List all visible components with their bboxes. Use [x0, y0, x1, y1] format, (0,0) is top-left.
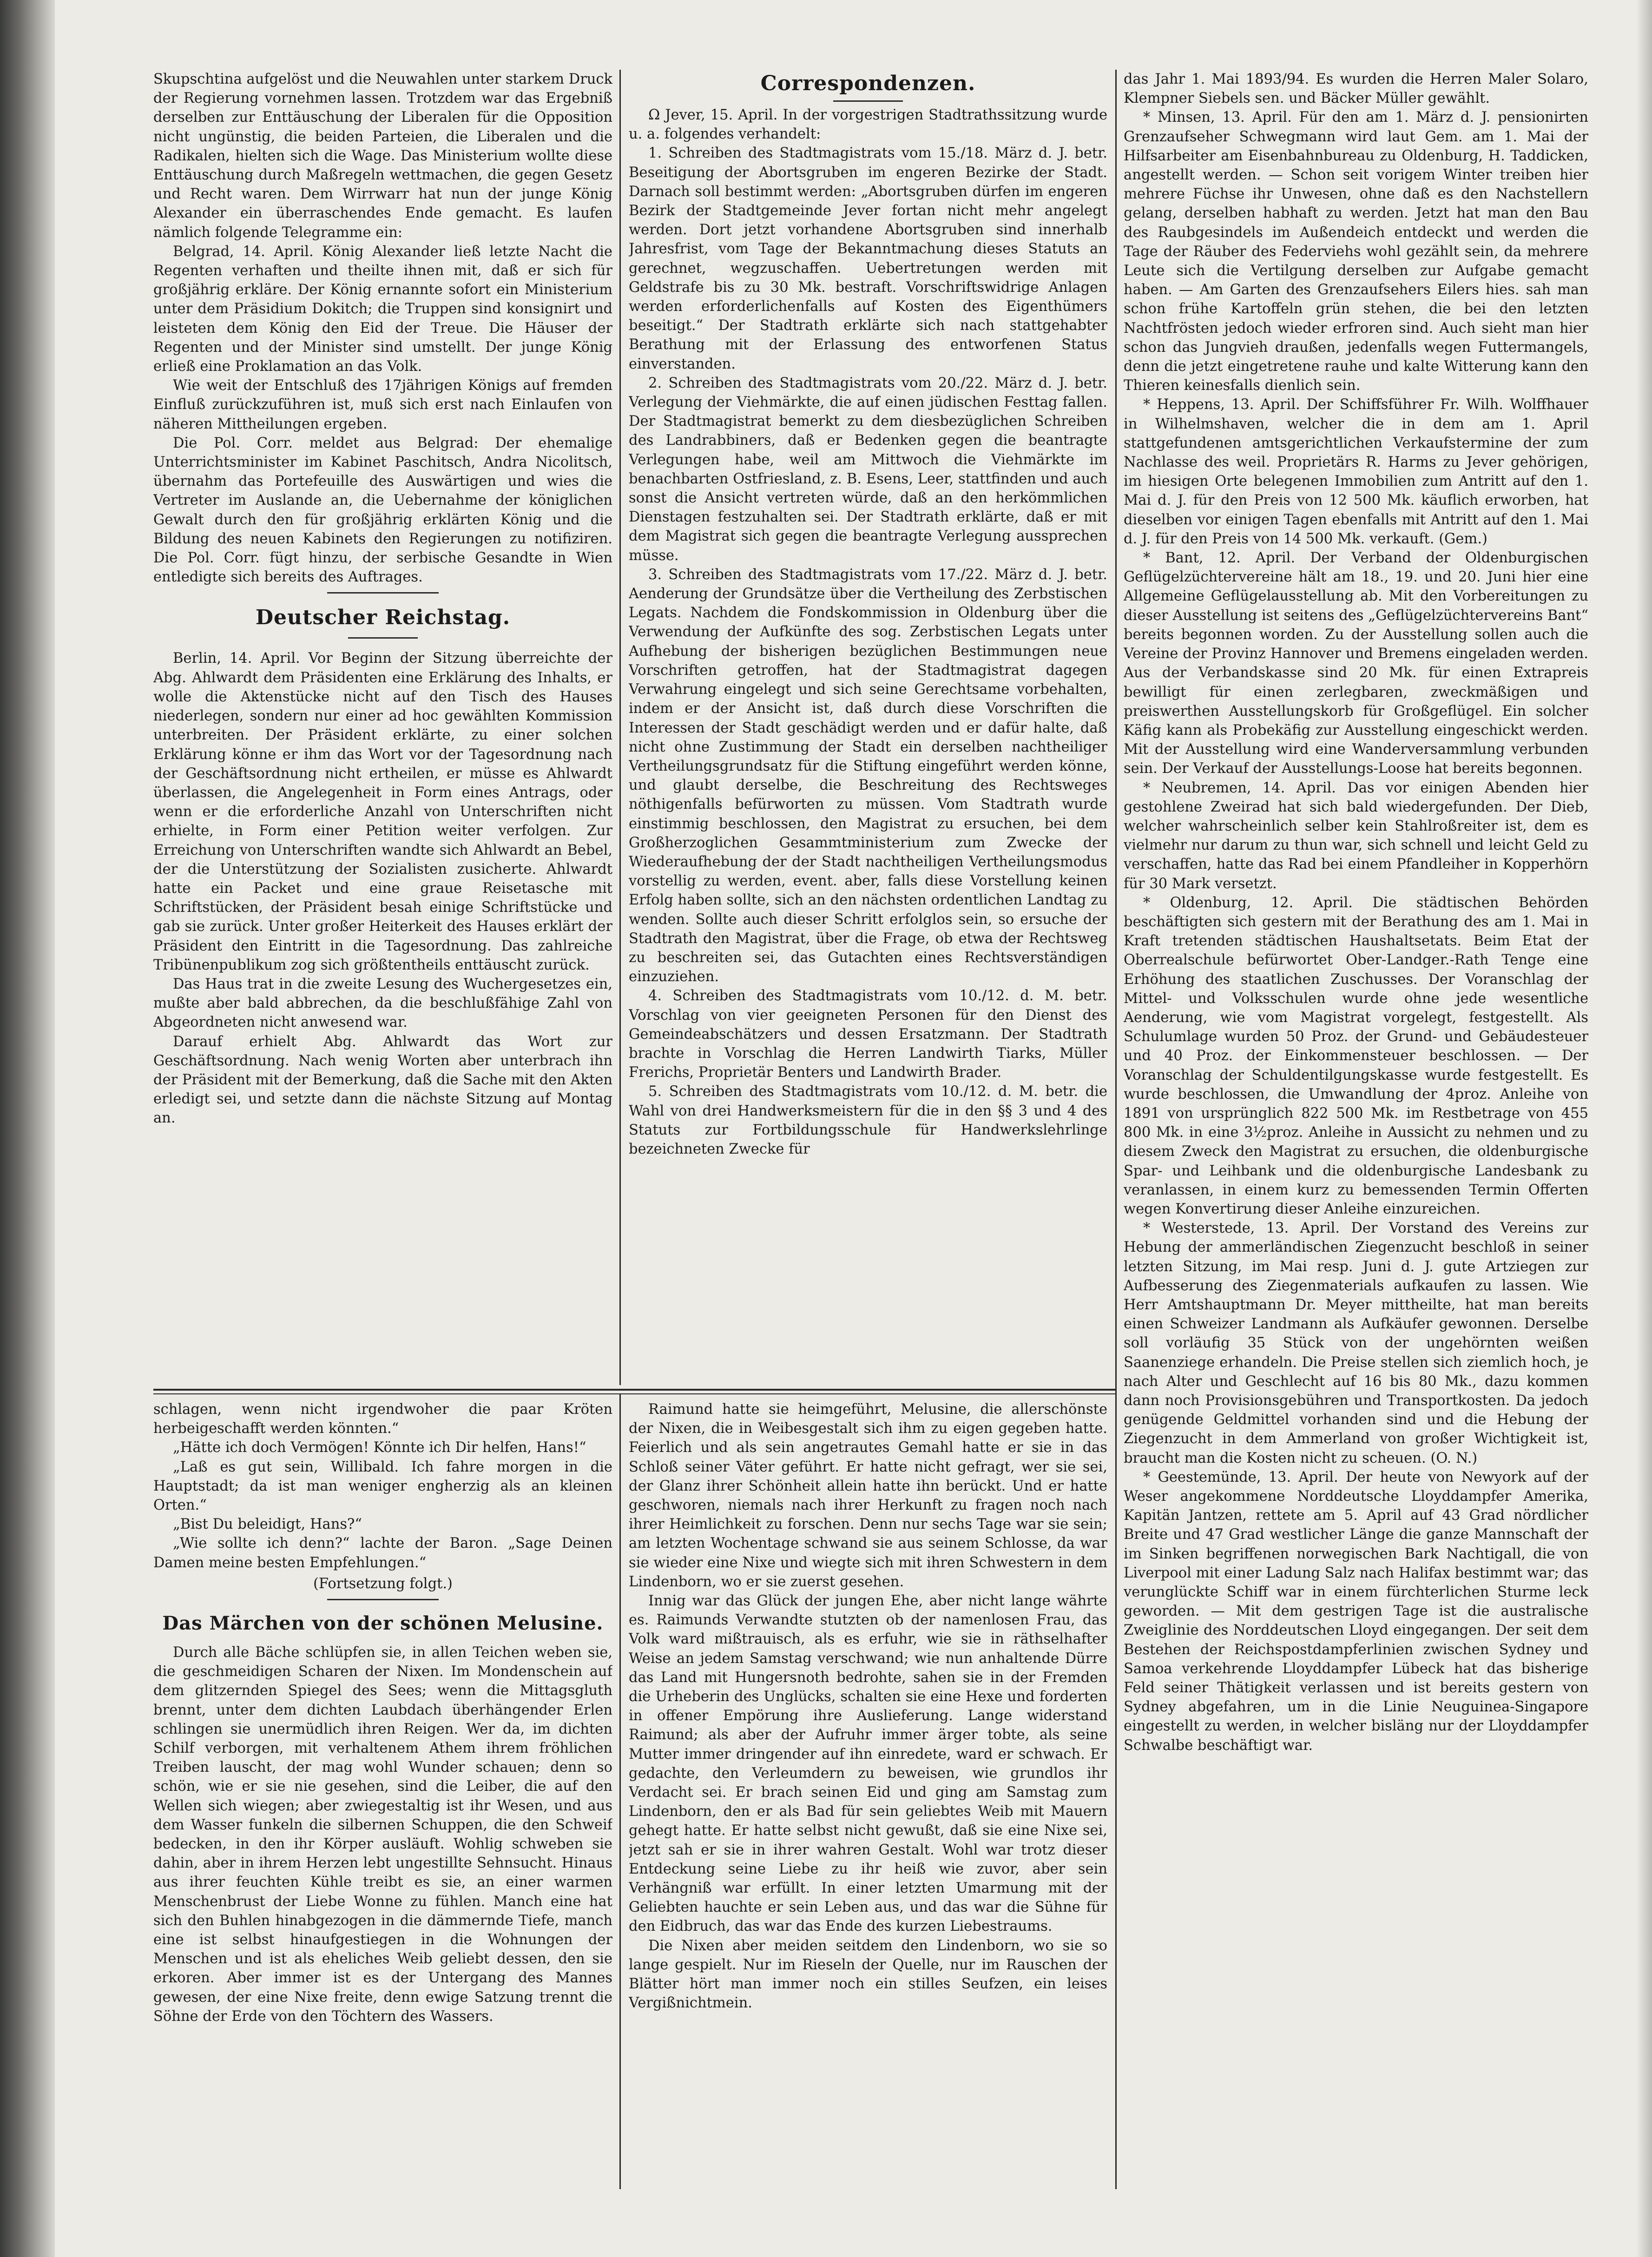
feuilleton-column-rule — [619, 1394, 621, 2189]
report-item: 3. Schreiben des Stadtmagistrats vom 17./22. März d. J. betr. Aenderung der Grundsätze über die Vertheilung des Zerbstischen Legats. Nachdem die Fondskommission in Oldenburg über die Verwendung der Aufkünfte des sog. Zerbstischen Legats unter Aufhebung der bisherigen bezüglichen Bestimmungen neue Vorschriften getroffen, hat der Stadtmagistrat dagegen Verwahrung eingelegt und sich seine Gerechtsame vorbehalten, indem er der Ansicht ist, daß durch diese Vorschriften die Interessen der Stadt geschädigt werden und er dafür halte, daß nicht ohne Zustimmung der Stadt ein derselben nachtheiliger Vertheilungsgrundsatz für die Stiftung eingeführt werden könne, und glaubt derselbe, die Beschreitung des Rechtsweges nöthigenfalls befürworten zu müssen. Vom Stadtrath wurde einstimmig beschlossen, den Magistrat zu ersuchen, bei dem Großherzoglichen Gesammtministerium zum Zwecke der Wiederaufhebung der der Stadt nachtheiligen Vertheilungsmodus vorstellig zu werden, event. aber, falls diese Vorstellung keinen Erfolg haben sollte, sich an den nächsten ordentlichen Landtag zu wenden. Sollte auch dieser Schritt erfolglos sein, so ersuche der Stadtrath den Magistrat, über die Frage, ob etwa der Rechtsweg zu beschreiten sei, das Gutachten eines Rechtsverständigen einzuziehen. — [629, 566, 1107, 985]
report-item: 5. Schreiben des Stadtmagistrats vom 10./12. d. M. betr. die Wahl von drei Handwerksmeistern für die in den §§ 3 und 4 des Statuts zur Fortbildungsschule für Handwerkslehrlinge bezeichneten Zwecke für — [629, 1083, 1107, 1157]
book-binding-gutter — [0, 0, 55, 2257]
continued-note: (Fortsetzung folgt.) — [313, 1575, 453, 1592]
telegram-belgrad: Belgrad, 14. April. König Alexander ließ letzte Nacht die Regenten verhaften und theilte ihnen mit, daß er sich für großjährig erkläre. Der König ernannte sofort ein Ministerium unter dem Präsidium Dokitch; die Truppen sind konsignirt und leisteten dem König den Eid der Treue. Die Häuser der Regenten und der Minister sind umstellt. Der junge König erließ eine Proklamation an das Volk. — [153, 243, 612, 375]
column-correspondence — [629, 70, 1107, 1380]
serial-text: schlagen, wenn nicht irgendwoher die paar Kröten herbeigeschafft werden könnten.“ — [153, 1401, 612, 1437]
tale-text: Die Nixen aber meiden seitdem den Lindenborn, wo sie so lange gespielt. Nur im Rieseln der Quelle, nur im Rauschen der Blätter hört man immer noch ein stilles Seufzen, ein leises Vergißnichtmein. — [629, 1937, 1107, 2012]
reichstag-report: Darauf erhielt Abg. Ahlwardt das Wort zur Geschäftsordnung. Nach wenig Worten aber unterbrach ihn der Präsident mit der Bemerkung, daß die Sache mit den Akten erledigt sei, und setzte dann die nächste Sitzung auf Montag an. — [153, 1033, 612, 1127]
report-bant: * Bant, 12. April. Der Verband der Oldenburgischen Geflügelzüchtervereine hält am 18., 19. und 20. Juni hier eine Allgemeine Geflügelausstellung ab. Mit den Vorbereitungen zu dieser Ausstellung ist seitens des „Geflügelzüchtervereins Bant“ bereits begonnen worden. Zu der Ausstellung sollen auch die Vereine der Provinz Hannover und Bremens eingeladen werden. Aus der Verbandskasse sind 20 Mk. für einen Extrapreis bewilligt für einen zerlegbaren, zweckmäßigen und preiswerthen Ausstellungskorb für Großgeflügel. Ein solcher Käfig kann als Probekäfig zur Ausstellung eingeschickt werden. Mit der Ausstellung wird eine Wanderversammlung verbunden sein. Der Verkauf der Ausstellungs-Loose hat bereits begonnen. — [1124, 550, 1588, 777]
column-rule-left — [619, 70, 621, 1385]
feuilleton-right — [629, 1400, 1107, 2190]
article-paragraph: Die Pol. Corr. meldet aus Belgrad: Der ehemalige Unterrichtsminister im Kabinet Paschitsch, Andra Nicolitsch, übernahm das Portefeuille des Auswärtigen und wies die Vertreter im Auslande an, die Uebernahme der königlichen Gewalt durch den für großjährig erklärten König und die Bildung des neuen Kabinets den Regierungen zu notifiziren. Die Pol. Corr. fügt hinzu, der serbische Gesandte in Wien entledigte sich bereits des Auftrages. — [153, 435, 612, 586]
serial-text: „Laß es gut sein, Willibald. Ich fahre morgen in die Hauptstadt; da ist man weniger engherzig als an kleinen Orten.“ — [153, 1458, 612, 1514]
report-oldenburg: * Oldenburg, 12. April. Die städtischen Behörden beschäftigten sich gestern mit der Berathung des am 1. Mai in Kraft tretenden städtischen Haushaltsetats. Beim Etat der Oberrealschule befürwortet Ober-Landger.-Rath Tenge eine Erhöhung des staatlichen Zuschusses. Der Voranschlag der Mittel- und Volksschulen wurde ohne jede wesentliche Aenderung, wie vom Magistrat vorgelegt, festgestellt. Als Schulumlage wurden 50 Proz. der Grund- und Gebäudesteuer und 40 Proz. der Einkommensteuer beschlossen. — Der Voranschlag der Schuldentilgungskasse wurde festgestellt. Es wurde beschlossen, die Umwandlung der 4proz. Anleihe von 1891 von ursprünglich 822 500 Mk. im Restbetrage von 455 800 Mk. in eine 3½proz. Anleihe in Aussicht zu nehmen und zu diesem Zweck den Magistrat zu ersuchen, die oldenburgische Spar- und Leihbank und die oldenburgische Landesbank zu veranlassen, in einem kurz zu bemessenden Termin Offerten wegen Konvertirung dieser Anleihe einzureichen. — [1124, 894, 1588, 1217]
section-divider — [327, 1599, 439, 1600]
reichstag-report: Das Haus trat in die zweite Lesung des Wuchergesetzes ein, mußte aber bald abbrechen, da die beschlußfähige Zahl von Abgeordneten nicht anwesend war. — [153, 976, 612, 1031]
report-jever: Ω Jever, 15. April. In der vorgestrigen Stadtrathssitzung wurde u. a. folgendes verhandelt: — [629, 107, 1107, 143]
article-paragraph: Skupschtina aufgelöst und die Neuwahlen unter starkem Druck der Regierung vornehmen lassen. Trotzdem war das Ergebniß derselben zur Enttäuschung der Liberalen für die Opposition nicht ungünstig, die beiden Parteien, die Liberalen und die Radikalen, hielten sich die Wage. Das Ministerium wollte diese Enttäuschung durch Maßregeln wettmachen, die gegen Gesetz und Recht waren. Dem Wirrwarr hat nun der junge König Alexander ein überraschendes Ende gemacht. Es laufen nämlich folgende Telegramme ein: — [153, 71, 612, 241]
report-geestemuende: * Geestemünde, 13. April. Der heute von Newyork auf der Weser angekommene Norddeutsche Lloyddampfer Amerika, Kapitän Jantzen, rettete am 5. April auf 43 Grad nördlicher Breite und 47 Grad westlicher Länge die ganze Mannschaft der im Sinken begriffenen norwegischen Bark Nachtigall, die von Liverpool mit einer Ladung Salz nach Halifax bestimmt war; das verunglückte Schiff war in einem fürchterlichen Sturme leck geworden. — Mit dem gestrigen Tage ist die australische Zweiglinie des Norddeutschen Lloyd eingegangen. Der seit dem Bestehen der Reichspostdampferlinien zwischen Sydney und Samoa verkehrende Lloyddampfer Lübeck hat das bisherige Feld seiner Thätigkeit verlassen und ist bereits gestern von Sydney abgefahren, um in die Linie Neuguinea-Singapore eingestellt zu werden, in welcher bisläng nur der Lloyddampfer Schwalbe beschäftigt war. — [1124, 1469, 1588, 1754]
serial-text: „Bist Du beleidigt, Hans?“ — [173, 1516, 362, 1533]
heading-underline — [833, 100, 903, 102]
report-westerstede: * Westerstede, 13. April. Der Vorstand des Vereins zur Hebung der ammerländischen Ziegenzucht beschloß in seiner letzten Sitzung, im Mai resp. Juni d. J. gute Artziegen zur Aufbesserung des Ziegenmaterials aufkaufen zu lassen. Wie Herr Amtshauptmann Dr. Meyer mittheilte, hat man bereits einen Schweizer Landmann als Aufkäufer gewonnen. Derselbe soll vorläufig 35 Stück von der ungehörnten weißen Saanenziege erhandeln. Die Preise stellen sich ziemlich hoch, je nach Alter und Geschlecht auf 16 bis 80 Mk., dazu kommen dann noch Provisionsgebühren und Transportkosten. Da jedoch genügende Geldmittel vorhanden sind und die Hebung der Ziegenzucht in dem Ammerland von großer Wichtigkeit ist, braucht man die Kosten nicht zu scheuen. (O. N.) — [1124, 1220, 1588, 1466]
section-heading-reichstag: Deutscher Reichstag. — [255, 606, 511, 630]
section-divider — [327, 592, 439, 594]
feuilleton-separator-thin — [153, 1393, 1115, 1394]
column-politics — [153, 70, 612, 1380]
tale-heading: Das Märchen von der schönen Melusine. — [162, 1612, 604, 1635]
column-regional-news — [1124, 70, 1588, 2189]
report-heppens: * Heppens, 13. April. Der Schiffsführer Fr. Wilh. Wolffhauer in Wilhelmshaven, welcher die in dem am 1. April stattgefundenen amtsgerichtlichen Verkaufstermine der zum Nachlasse des weil. Proprietärs R. Harms zu Jever gehörigen, im hiesigen Orte belegenen Immobilien zum Antritt auf den 1. Mai d. J. für den Preis von 12 500 Mk. käuflich erworben, hat dieselben vor einigen Tagen ebenfalls mit Antritt auf den 1. Mai d. J. für den Preis von 14 500 Mk. verkauft. (Gem.) — [1124, 396, 1588, 547]
report-minsen: * Minsen, 13. April. Für den am 1. März d. J. pensionirten Grenzaufseher Schwegmann wird laut Gem. am 1. Mai der Hilfsarbeiter am Eisenbahnbureau zu Oldenburg, H. Taddicken, angestellt werden. — Schon seit vorigem Winter treiben hier mehrere Füchse ihr Unwesen, ohne daß es den Nachstellern gelang, derselben habhaft zu werden. Jetzt hat man den Bau des Raubgesindels im Außendeich entdeckt und werden die Tage der Räuber des Federviehs wohl gezählt sein, da mehrere Leute sich die Vertilgung derselben zur Aufgabe gemacht haben. — Am Garten des Grenzaufsehers Eilers hies. sah man schon frühe Kartoffeln grün stehen, die bei den letzten Nachtfrösten jedoch wieder erfroren sind. Auch sieht man hier schon das Jungvieh draußen, jedenfalls wegen Futtermangels, denn die jetzt eingetretene rauhe und kalte Witterung kann den Thieren keinesfalls dienlich sein. — [1124, 109, 1588, 394]
report-neubremen: * Neubremen, 14. April. Das vor einigen Abenden hier gestohlene Zweirad hat sich bald wiedergefunden. Der Dieb, welcher wahrscheinlich selber kein Stahlroßreiter ist, dem es vielmehr nur darum zu thun war, sich schnell und leicht Geld zu verschaffen, hatte das Rad bei einem Pfandleiher in Kopperhörn für 30 Mark versetzt. — [1124, 779, 1588, 892]
feuilleton-separator — [153, 1389, 1115, 1391]
reichstag-report: Berlin, 14. April. Vor Beginn der Sitzung überreichte der Abg. Ahlwardt dem Präsidenten eine Erklärung des Inhalts, er wolle die Aktenstücke nicht auf den Tisch des Hauses niederlegen, sondern nur einer ad hoc gewählten Kommission unterbreiten. Der Präsident erklärte, zu einer solchen Erklärung könne er ihm das Wort vor der Tagesordnung nach der Geschäftsordnung nicht ertheilen, er müsse es Ahlwardt überlassen, die Angelegenheit in Form eines Antrags, oder wenn er die erforderliche Anzahl von Unterschriften nicht erhielte, in Form einer Petition weiter verfolgen. Zur Erreichung von Unterschriften wandte sich Ahlwardt an Bebel, der die Unterstützung der Sozialisten zusicherte. Ahlwardt hatte ein Packet und eine graue Reisetasche mit Schriftstücken, der Präsident besah einige Schriftstücke und gab sie zurück. Unter großer Heiterkeit des Hauses erklärt der Präsident den Eintritt in die Tagesordnung. Das zahlreiche Tribünenpublikum zog sich größtentheils enttäuscht zurück. — [153, 650, 612, 973]
serial-text: „Hätte ich doch Vermögen! Könnte ich Dir helfen, Hans!“ — [173, 1439, 586, 1456]
report-item: das Jahr 1. Mai 1893/94. Es wurden die Herren Maler Solaro, Klempner Siebels sen. und Bäcker Müller gewählt. — [1124, 71, 1588, 107]
column-rule-right — [1115, 70, 1117, 2189]
feuilleton-left — [153, 1400, 612, 2190]
heading-underline — [348, 637, 418, 639]
report-item: 1. Schreiben des Stadtmagistrats vom 15./18. März d. J. betr. Beseitigung der Abortsgruben im engeren Bezirke der Stadt. Darnach soll bestimmt werden: „Abortsgruben dürfen im engeren Bezirk der Stadtgemeinde Jever fortan nicht mehr angelegt werden. Dort jetzt vorhandene Abortsgruben sind innerhalb Jahresfrist, vom Tage der Bekanntmachung dieses Statuts an gerechnet, wegzuschaffen. Uebertretungen werden mit Geldstrafe bis zu 30 Mk. bestraft. Vorschriftswidrige Anlagen werden erforderlichenfalls auf Kosten des Eigenthümers beseitigt.“ Der Stadtrath erklärte sich nach stattgehabter Berathung mit der Erlassung des entworfenen Status einverstanden. — [629, 145, 1107, 372]
tale-text: Innig war das Glück der jungen Ehe, aber nicht lange währte es. Raimunds Verwandte stutzten ob der namenlosen Frau, das Volk ward mißtrauisch, als es erfuhr, wie sie in räthselhafter Weise an jedem Samstag verschwand; wie nun anhaltende Dürre das Land mit Hungersnoth bedrohte, sahen sie in der Fremden die Urheberin des Unglücks, schalten sie eine Hexe und forderten in offener Empörung ihre Auslieferung. Lange widerstand Raimund; als aber der Aufruhr immer ärger tobte, als seine Mutter immer dringender auf ihn einredete, ward er schwach. Er gedachte, den Verleumdern zu beweisen, wie grundlos ihr Verdacht sei. Er brach seinen Eid und ging am Samstag zum Lindenborn, den er als Bad für sein geliebtes Weib mit Mauern gehegt hatte. Er hatte selbst nicht gewußt, daß sie eine Nixe sei, jetzt sah er sie in ihrer wahren Gestalt. Wohl war trotz dieser Entdeckung seine Liebe zu ihr heiß wie zuvor, aber sein Verhängniß war erfüllt. In einer letzten Umarmung mit der Geliebten hauchte er sein Leben aus, und das war die Sühne für den Eidbruch, das war das Ende des kurzen Liebestraums. — [629, 1593, 1107, 1935]
tale-text: Durch alle Bäche schlüpfen sie, in allen Teichen weben sie, die geschmeidigen Scharen der Nixen. Im Mondenschein auf dem glitzernden Spiegel des Sees; wenn die Mittagsgluth brennt, unter dem dichten Laubdach überhängender Erlen schlingen sie unermüdlich ihren Reigen. Wer da, im dichten Schilf verborgen, mit verhaltenem Athem ihrem fröhlichen Treiben lauscht, der mag wohl Wunder schauen; denn so schön, wie er sie nie gesehen, sind die Leiber, die auf den Wellen sich wiegen; aber zwiegestaltig ist ihr Wesen, und aus dem Wasser funkeln die silbernen Schuppen, die den Schweif bedecken, in den ihr Körper ausläuft. Wohlig schweben sie dahin, aber in ihrem Herzen lebt ungestillte Sehnsucht. Hinaus aus ihrer feuchten Kühle treibt es sie, an einer warmen Menschenbrust der Liebe Wonne zu fühlen. Manch eine hat sich den Buhlen hinabgezogen in die dämmernde Tiefe, manch eine ist selbst hinaufgestiegen in die Wohnungen der Menschen und ist als eheliches Weib geliebt dessen, den sie erkoren. Aber immer ist es der Untergang des Mannes gewesen, der eine Nixe freite, denn ewige Satzung trennt die Söhne der Erde von den Töchtern des Wassers. — [153, 1644, 612, 2025]
report-item: 2. Schreiben des Stadtmagistrats vom 20./22. März d. J. betr. Verlegung der Viehmärkte, die auf einen jüdischen Festtag fallen. Der Stadtmagistrat bemerkt zu dem diesbezüglichen Schreiben des Landrabbiners, daß er Bedenken gegen die beantragte Verlegungen habe, weil am Mittwoch die Viehmärkte im benachbarten Ostfriesland, z. B. Esens, Leer, stattfinden und auch sonst die Ansicht vertreten würde, daß an den herkömmlichen Dienstagen festzuhalten sei. Der Stadtrath erklärte, daß er mit dem Magistrat sich gegen die beantragte Verlegung aussprechen müsse. — [629, 375, 1107, 564]
tale-text: Raimund hatte sie heimgeführt, Melusine, die allerschönste der Nixen, die in Weibesgestalt sich ihm zu eigen gegeben hatte. Feierlich und als sein angetrautes Gemahl hatte er sie in das Schloß seiner Väter geführt. Er hatte nicht gefragt, wer sie sei, der Glanz ihrer Schönheit allein hatte ihn berückt. Und er hatte geschworen, niemals nach ihrer Herkunft zu fragen noch nach ihrer Heimlichkeit zu forschen. Denn nur sechs Tage war sie sein; am letzten Wochentage schwand sie aus seinem Schlosse, da war sie wieder eine Nixe und wiegte sich mit ihren Schwestern in dem Lindenborn, wo er sie zuerst gesehen. — [629, 1401, 1107, 1590]
report-item: 4. Schreiben des Stadtmagistrats vom 10./12. d. M. betr. Vorschlag von vier geeigneten Personen für den Dienst des Gemeindeabschätzers und dessen Ersatzmann. Der Stadtrath brachte in Vorschlag die Herren Landwirth Tiarks, Müller Frerichs, Proprietär Benters und Landwirth Brader. — [629, 988, 1107, 1081]
article-paragraph: Wie weit der Entschluß des 17jährigen Königs auf fremden Einfluß zurückzuführen ist, muß sich erst nach Einlaufen von näheren Mittheilungen ergeben. — [153, 377, 612, 432]
section-heading-correspondenzen: Correspondenzen. — [760, 72, 976, 95]
page-edge — [1636, 0, 1652, 2257]
serial-text: „Wie sollte ich denn?“ lachte der Baron. „Sage Deinen Damen meine besten Empfehlungen.“ — [153, 1535, 612, 1571]
